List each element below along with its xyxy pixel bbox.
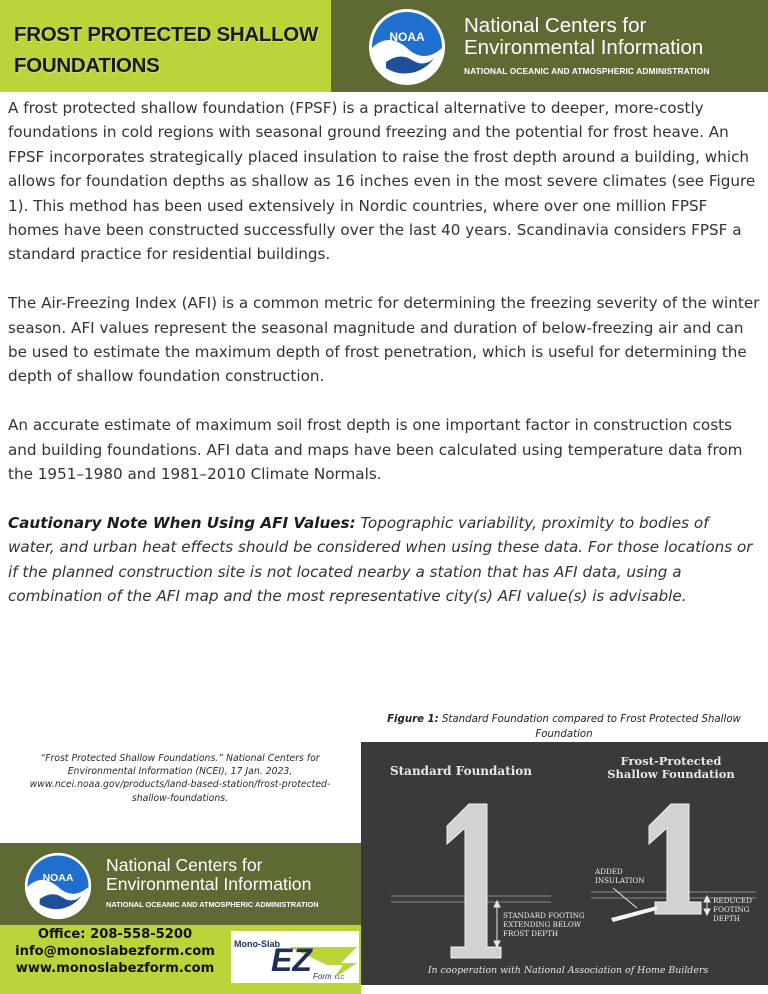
footer-noaa-logo-icon bbox=[24, 852, 92, 920]
insulation-label-line-2: INSULATION bbox=[595, 876, 645, 885]
figure-caption-label: Figure 1: bbox=[387, 714, 439, 725]
org-name-line-2: Environmental Information bbox=[464, 36, 704, 59]
logo-ez-text: EZ bbox=[271, 942, 312, 978]
standard-foundation-heading: Standard Foundation bbox=[389, 764, 533, 778]
footer-org-panel bbox=[0, 843, 361, 925]
foundation-comparison-figure bbox=[361, 742, 768, 985]
ez-form-logo-icon bbox=[231, 931, 359, 983]
office-phone: Office: 208-558-5200 bbox=[37, 927, 193, 942]
noaa-logo-icon bbox=[368, 8, 446, 86]
footer-org-name-line-2: Environmental Information bbox=[106, 874, 312, 894]
footer-noaa-logo-text: NOAA bbox=[42, 872, 74, 884]
cautionary-note-heading: Cautionary Note When Using AFI Values: bbox=[8, 513, 356, 532]
contact-email-link[interactable]: info@monoslabezform.com bbox=[15, 944, 215, 960]
page-title-line-1: FROST PROTECTED SHALLOW bbox=[14, 23, 319, 46]
fpsf-heading-line-1: Frost-Protected bbox=[620, 754, 722, 768]
figure-caption bbox=[360, 713, 768, 742]
paragraph-afi: The Air-Freezing Index (AFI) is a common metric for determining the freezing severity of the winter season. AFI values represent the seasonal magnitude and duration of below-freezing air and can be used to estimate the maximum depth of frost penetration, which is useful for determining the depth of shallow foundation construction. bbox=[8, 294, 760, 386]
header-title-panel bbox=[0, 0, 331, 92]
source-citation: “Frost Protected Shallow Foundations.” National Centers for Environmental Information (NCEI), 17 Jan. 2023, www.ncei.noaa.gov/products/land-based-station/frost-protected-shallow-foundations. bbox=[29, 753, 331, 804]
article-body bbox=[8, 96, 760, 633]
standard-footing-label-line-2: EXTENDING BELOW bbox=[503, 920, 582, 929]
noaa-logo-text: NOAA bbox=[389, 30, 425, 44]
org-name bbox=[464, 15, 703, 59]
header-org-panel bbox=[331, 0, 768, 92]
page-header bbox=[0, 0, 768, 92]
paragraph-cautionary-note bbox=[8, 511, 760, 609]
fpsf-heading-line-2: Shallow Foundation bbox=[607, 767, 735, 781]
figure-caption-text: Standard Foundation compared to Frost Protected Shallow Foundation bbox=[438, 714, 741, 740]
logo-mono-slab-text: Mono-Slab bbox=[234, 939, 280, 949]
mono-slab-ez-form-logo bbox=[231, 931, 359, 983]
reduced-depth-label-line-2: FOOTING bbox=[713, 905, 750, 914]
page-title-line-2: FOUNDATIONS bbox=[14, 54, 160, 77]
reduced-depth-label-line-1: REDUCED bbox=[713, 896, 752, 905]
insulation-label-line-1: ADDED bbox=[595, 867, 623, 876]
cautionary-note-text: Topographic variability, proximity to bodies of water, and urban heat effects should be considered when using these data. For those locations or if the planned construction site is not located nearby a station that has AFI data, using a combination of the AFI map and the most representative city(s) AFI value(s) is advisable. bbox=[8, 513, 753, 606]
logo-llc-text: LLC bbox=[335, 975, 345, 981]
logo-form-text: Form bbox=[313, 972, 332, 981]
standard-footing-label-line-3: FROST DEPTH bbox=[503, 929, 559, 938]
footer-org-name bbox=[106, 856, 311, 894]
website-link[interactable]: www.monoslabezform.com bbox=[15, 961, 215, 977]
reduced-depth-label-line-3: DEPTH bbox=[713, 914, 740, 923]
paragraph-fpsf-intro: A frost protected shallow foundation (FPSF) is a practical alternative to deeper, more-costly foundations in cold regions with seasonal ground freezing and the potential for frost heave. An FPSF incorporates strategically placed insulation to raise the frost depth around a building, which allows for foundation depths as shallow as 16 inches even in the most severe climates (see Figure 1). This method has been used extensively in Nordic countries, where over one million FPSF homes have been constructed successfully over the last 40 years. Scandinavia considers FPSF a standard practice for residential buildings. bbox=[8, 99, 756, 264]
footer-org-subtitle: NATIONAL OCEANIC AND ATMOSPHERIC ADMINISTRATION bbox=[106, 900, 319, 909]
org-name-line-1: National Centers for bbox=[464, 14, 647, 37]
footer-org-name-line-1: National Centers for bbox=[106, 855, 263, 875]
figure-credit: In cooperation with National Association of Home Builders bbox=[427, 965, 709, 976]
org-subtitle: NATIONAL OCEANIC AND ATMOSPHERIC ADMINISTRATION bbox=[464, 66, 710, 76]
standard-footing-label-line-1: STANDARD FOOTING bbox=[503, 911, 585, 920]
paragraph-frost-depth: An accurate estimate of maximum soil frost depth is one important factor in construction costs and building foundations. AFI data and maps have been calculated using temperature data from the 1951–1980 and 1981–2010 Climate Normals. bbox=[8, 416, 743, 484]
contact-info bbox=[4, 926, 226, 978]
footer-contact-panel bbox=[0, 925, 361, 994]
